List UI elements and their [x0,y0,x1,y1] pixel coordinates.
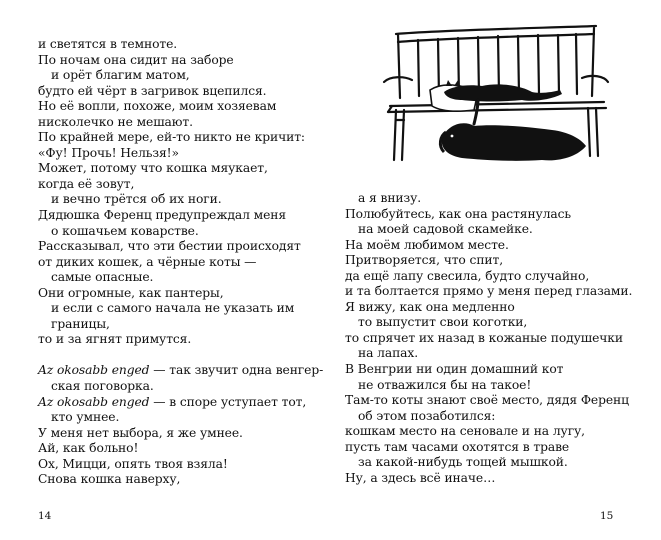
text-line: Дядюшка Ференц предупреждал меня [38,208,287,223]
text-line: В Венгрии ни один домашний кот [345,362,564,377]
text-line [38,395,323,411]
text-line: а я внизу. [358,191,422,205]
text-line: о кошачьем коварстве. [51,223,199,238]
text-line: Я вижу, как она медленно [345,299,515,314]
hungarian-phrase: Az okosabb enged [38,394,150,409]
text-line: то спрячет их назад в кожаные подушечки [345,330,623,345]
text-line: самые опасные. [51,270,154,285]
text-line: и если с самого начала не указать им [51,301,295,316]
text-line: да ещё лапу свесила, будто случайно, [345,268,590,283]
bench-cat-dog-icon [382,20,612,168]
text-line: на лапах. [358,346,419,361]
text-line: и та болтается прямо у меня перед глазами. [345,284,633,299]
line-rest: — в споре уступает тот, [149,394,307,409]
text-line: то выпустит свои коготки, [358,315,528,330]
text-line: кто умнее. [51,410,120,425]
text-line: будто ей чёрт в загривок вцепился. [38,83,267,98]
text-line: то и за ягнят примутся. [38,332,192,347]
text-line: Притворяется, что спит, [345,253,504,268]
text-line: Ох, Мицци, опять твоя взяла! [38,456,228,471]
text-line: границы, [51,316,110,331]
text-line: «Фу! Прочь! Нельзя!» [38,145,179,160]
text-line: Там-то коты знают своё место, дядя Ференц [345,393,629,408]
text-line: Снова кошка наверху, [38,472,181,487]
text-line: По ночам она сидит на заборе [38,52,234,67]
text-line: Они огромные, как пантеры, [38,285,224,300]
text-line: Полюбуйтесь, как она растянулась [345,206,572,221]
line-rest: — так звучит одна венгер- [149,363,324,378]
text-line: кошкам место на сеновале и на лугу, [345,424,585,439]
text-line: ская поговорка. [51,379,154,394]
text-line: Ай, как больно! [38,441,139,456]
text-line: нисколечко не мешают. [38,114,193,129]
text-line: У меня нет выбора, я же умнее. [38,425,243,440]
text-line: Может, потому что кошка мяукает, [38,161,268,176]
left-page-text [38,37,323,488]
hungarian-phrase: Az okosabb enged [38,363,150,378]
right-page-text [345,191,632,486]
text-line: и орёт благим матом, [51,68,190,83]
text-line: На моём любимом месте. [345,237,509,252]
page-number: 15 [600,510,614,522]
text-line: когда её зовут, [38,176,135,191]
page-number: 14 [38,510,52,522]
text-line: и вечно трётся об их ноги. [51,192,222,207]
text-line: за какой-нибудь тощей мышкой. [358,455,568,470]
text-line: Рассказывал, что эти бестии происходят [38,239,301,254]
text-line: не отважился бы на такое! [358,377,532,392]
text-line: от диких кошек, а чёрные коты — [38,254,257,269]
text-line: об этом позаботился: [358,408,496,423]
text-line: Но её вопли, похоже, моим хозяевам [38,99,277,114]
right-page [330,0,661,540]
text-line: По крайней мере, ей-то никто не кричит: [38,130,305,145]
text-line: на моей садовой скамейке. [358,222,533,237]
text-line: пусть там часами охотятся в траве [345,439,570,454]
text-line: Ну, а здесь всё иначе… [345,470,496,485]
text-line [38,363,323,379]
left-page [0,0,330,540]
stanza-gap [38,348,323,364]
text-line: и светятся в темноте. [38,37,178,51]
